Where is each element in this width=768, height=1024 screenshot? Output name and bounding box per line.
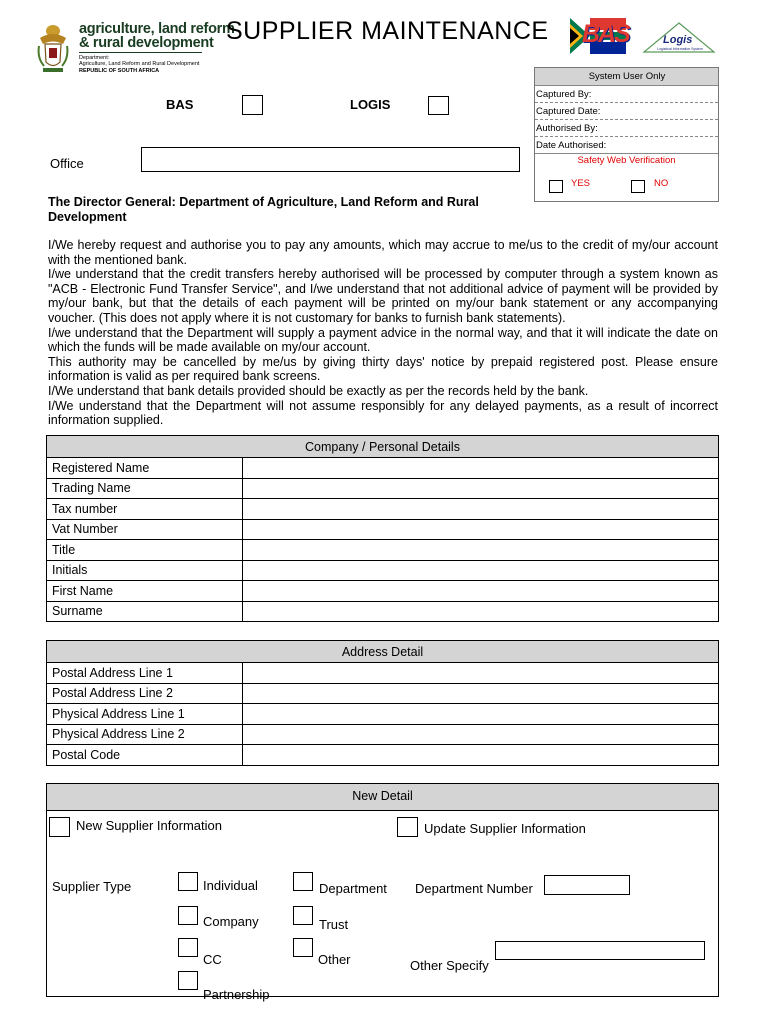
table-row — [47, 663, 719, 684]
physical-address-1-input[interactable] — [243, 704, 719, 725]
captured-by-field[interactable]: Captured By: — [535, 86, 718, 103]
field-label: Physical Address Line 1 — [47, 704, 243, 725]
department-label: Department — [319, 881, 387, 896]
table-row — [47, 581, 719, 602]
dept-name-line-2: & rural development — [79, 35, 214, 51]
bas-logo — [570, 18, 629, 54]
initials-input[interactable] — [243, 560, 719, 581]
cc-checkbox[interactable] — [178, 938, 198, 957]
first-name-input[interactable] — [243, 581, 719, 602]
trust-checkbox[interactable] — [293, 906, 313, 925]
other-checkbox[interactable] — [293, 938, 313, 957]
tax-number-input[interactable] — [243, 499, 719, 520]
department-checkbox[interactable] — [293, 872, 313, 891]
cc-label: CC — [203, 952, 222, 967]
office-label: Office — [50, 156, 84, 171]
no-label: NO — [654, 178, 669, 189]
table-row — [47, 519, 719, 540]
partnership-checkbox[interactable] — [178, 971, 198, 990]
authorisation-paragraph: I/we understand that the credit transfers hereby authorised will be processed by computer through a system known as "ACB - Electronic Fund Transfer Service", and I/we understand that not additional advice of payment will be provided by my/our bank, but that the details of each payment will be printed on my/our bank statement or any accompanying voucher. (This does not apply where it is not customary for banks to furnish bank statements). — [48, 267, 718, 325]
table-row — [47, 478, 719, 499]
postal-address-1-input[interactable] — [243, 663, 719, 684]
table-row — [47, 458, 719, 479]
dept-divider — [79, 52, 202, 53]
safety-web-verification: Safety Web Verification — [577, 155, 676, 166]
trading-name-input[interactable] — [243, 478, 719, 499]
authorisation-paragraph: I/We understand that the Department will not assume responsibly for any delayed payments, as a result of incorrect information supplied. — [48, 398, 718, 428]
field-label: Postal Address Line 1 — [47, 663, 243, 684]
table-row — [47, 540, 719, 561]
coat-of-arms-icon — [36, 22, 70, 74]
table-row — [47, 560, 719, 581]
logis-logo-text: Logis — [663, 34, 693, 46]
authorisation-paragraph: I/we understand that the Department will supply a payment advice in the normal way, and that it will indicate the date on which the funds will be made available on my/our account. — [48, 325, 718, 355]
table-row — [47, 601, 719, 622]
new-detail-title: New Detail — [47, 784, 718, 811]
title-input[interactable] — [243, 540, 719, 561]
field-label: First Name — [47, 581, 243, 602]
supplier-type-label: Supplier Type — [52, 879, 132, 894]
partnership-label: Partnership — [203, 987, 270, 1002]
company-details-table — [46, 435, 719, 622]
department-number-label: Department Number — [415, 881, 533, 896]
address-detail-title: Address Detail — [47, 641, 719, 663]
address-detail-table — [46, 640, 719, 766]
field-label: Vat Number — [47, 519, 243, 540]
office-input[interactable] — [141, 147, 520, 172]
authorised-by-field[interactable]: Authorised By: — [535, 120, 718, 137]
individual-label: Individual — [203, 878, 258, 893]
date-authorised-field[interactable]: Date Authorised: — [535, 137, 718, 154]
table-row — [47, 683, 719, 704]
field-label: Initials — [47, 560, 243, 581]
dept-name-line-1: agriculture, land reform — [79, 21, 235, 37]
logis-logo — [640, 20, 718, 56]
bas-label: BAS — [166, 97, 194, 112]
captured-date-field[interactable]: Captured Date: — [535, 103, 718, 120]
field-label: Surname — [47, 601, 243, 622]
authorisation-text — [48, 238, 718, 428]
dept-sub-3: REPUBLIC OF SOUTH AFRICA — [79, 68, 160, 74]
field-label: Tax number — [47, 499, 243, 520]
dept-sub-1: Department: — [79, 55, 110, 61]
update-supplier-checkbox[interactable] — [397, 817, 418, 837]
other-specify-input[interactable] — [495, 941, 705, 960]
postal-code-input[interactable] — [243, 745, 719, 766]
surname-input[interactable] — [243, 601, 719, 622]
dept-sub-2: Agriculture, Land Reform and Rural Development — [79, 61, 200, 67]
field-label: Title — [47, 540, 243, 561]
authorisation-paragraph: I/We hereby request and authorise you to pay any amounts, which may accrue to me/us to the credit of my/our account with the mentioned bank. — [48, 238, 718, 267]
field-label: Postal Code — [47, 745, 243, 766]
table-row — [47, 745, 719, 766]
table-row — [47, 499, 719, 520]
logis-logo-sub: Logistical Information System — [657, 47, 703, 51]
registered-name-input[interactable] — [243, 458, 719, 479]
department-number-input[interactable] — [544, 875, 630, 895]
system-user-title: System User Only — [535, 68, 718, 86]
table-row — [47, 724, 719, 745]
yes-checkbox[interactable] — [549, 180, 563, 193]
company-details-title: Company / Personal Details — [47, 436, 719, 458]
field-label: Physical Address Line 2 — [47, 724, 243, 745]
new-supplier-checkbox[interactable] — [49, 817, 70, 837]
new-supplier-label: New Supplier Information — [76, 818, 222, 833]
company-label: Company — [203, 914, 259, 929]
field-label: Postal Address Line 2 — [47, 683, 243, 704]
individual-checkbox[interactable] — [178, 872, 198, 891]
logis-label: LOGIS — [350, 97, 391, 112]
field-label: Registered Name — [47, 458, 243, 479]
vat-number-input[interactable] — [243, 519, 719, 540]
logis-checkbox[interactable] — [428, 96, 449, 115]
postal-address-2-input[interactable] — [243, 683, 719, 704]
other-label: Other — [318, 952, 351, 967]
company-checkbox[interactable] — [178, 906, 198, 925]
yes-label: YES — [571, 178, 591, 189]
physical-address-2-input[interactable] — [243, 724, 719, 745]
other-specify-label: Other Specify — [410, 958, 489, 973]
authorisation-paragraph: I/We understand that bank details provided should be exactly as per the records held by the bank. — [48, 383, 589, 398]
page-title: SUPPLIER MAINTENANCE — [226, 17, 549, 45]
authorisation-paragraph: This authority may be cancelled by me/us by giving thirty days' notice by prepaid registered post. Please ensure information is valid as per required bank screens. — [48, 354, 718, 384]
field-label: Trading Name — [47, 478, 243, 499]
bas-logo-text: BAS — [582, 20, 629, 48]
table-row — [47, 704, 719, 725]
update-supplier-label: Update Supplier Information — [424, 821, 586, 836]
trust-label: Trust — [319, 917, 349, 932]
no-checkbox[interactable] — [631, 180, 645, 193]
addressee-heading: The Director General: Department of Agriculture, Land Reform and Rural Development — [48, 195, 479, 224]
bas-checkbox[interactable] — [242, 95, 263, 115]
